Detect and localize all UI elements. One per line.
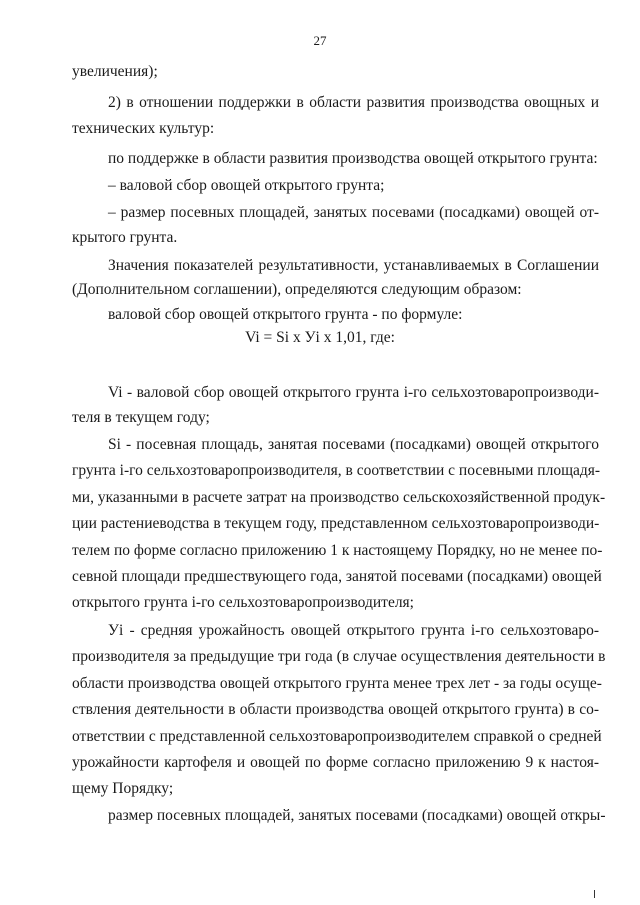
scan-mark — [594, 890, 595, 898]
text-line-17: телем по форме согласно приложению 1 к настоящему Порядку, но не менее по- — [72, 542, 603, 559]
text-line-20: Уi - средняя урожайность овощей открытого грунта i-го сельхозтоваро- — [108, 622, 599, 639]
text-line-13: Si - посевная площадь, занятая посевами (посадками) овощей открытого — [108, 436, 599, 453]
text-line-23: ствления деятельности в области производства овощей открытого грунта) в со- — [72, 701, 599, 718]
text-line-26: щему Порядку; — [72, 780, 174, 797]
text-line-24: ответствии с представленной сельхозтоваропроизводителем справкой о средней — [72, 728, 602, 745]
text-line-27: размер посевных площадей, занятых посевами (посадками) овощей откры- — [108, 807, 606, 824]
text-line-11: Vi - валовой сбор овощей открытого грунта i-го сельхозтоваропроизводи- — [108, 384, 599, 401]
text-line-8: Значения показателей результативности, устанавливаемых в Соглашении — [108, 257, 599, 274]
text-line-19: открытого грунта i-го сельхозтоваропроизводителя; — [72, 594, 414, 611]
text-line-21: производителя за предыдущие три года (в случае осуществления деятельности в — [72, 648, 606, 665]
text-line-16: ции растениеводства в текущем году, представленном сельхозтоваропроизводи- — [72, 515, 600, 532]
text-line-5: – валовой сбор овощей открытого грунта; — [108, 177, 385, 194]
text-line-14: грунта i-го сельхозтоваропроизводителя, в соответствии с посевными площадя- — [72, 462, 601, 479]
text-line-6: – размер посевных площадей, занятых посевами (посадками) овощей от- — [108, 204, 599, 221]
text-line-1: увеличения); — [72, 63, 158, 80]
text-line-22: области производства овощей открытого грунта менее трех лет - за годы осуще- — [72, 675, 602, 692]
text-line-4: по поддержке в области развития производства овощей открытого грунта: — [108, 150, 598, 167]
text-line-7: крытого грунта. — [72, 229, 178, 246]
page-number: 27 — [313, 33, 327, 48]
formula: Vi = Si x Уi x 1,01, где: — [245, 329, 395, 346]
text-line-25: урожайности картофеля и овощей по форме согласно приложению 9 к настоя- — [72, 754, 599, 771]
text-line-2: 2) в отношении поддержки в области развития производства овощных и — [108, 94, 599, 111]
text-line-12: теля в текущем году; — [72, 409, 210, 426]
text-line-3: технических культур: — [72, 120, 215, 137]
text-line-18: севной площади предшествующего года, занятой посевами (посадками) овощей — [72, 568, 602, 585]
text-line-10: валовой сбор овощей открытого грунта - по формуле: — [108, 306, 463, 323]
text-line-15: ми, указанными в расчете затрат на производство сельскохозяйственной продук- — [72, 489, 606, 506]
text-line-9: (Дополнительном соглашении), определяются следующим образом: — [72, 281, 522, 298]
